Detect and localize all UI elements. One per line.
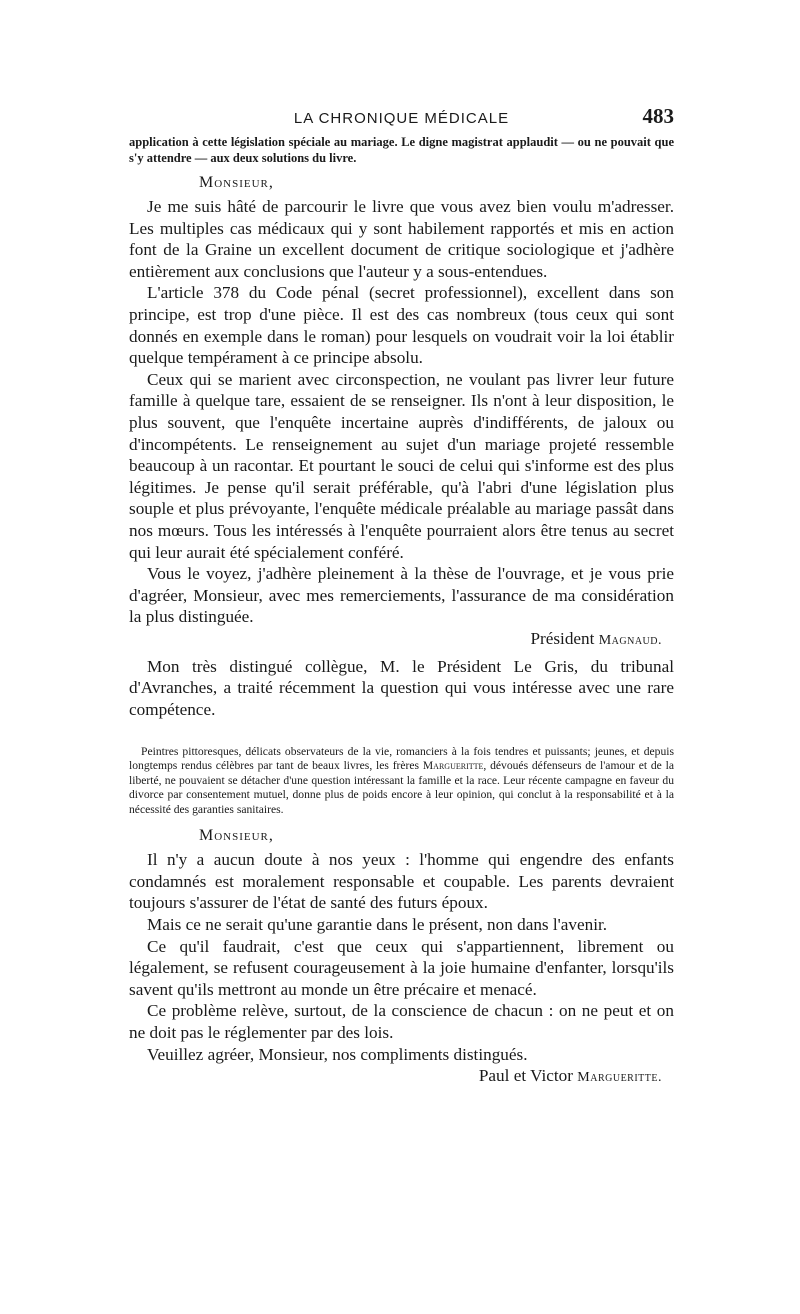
signature-prefix: Président [530,628,595,648]
letter1-body [129,196,674,628]
letter1-signature [129,628,662,652]
letter1-paragraph: L'article 378 du Code pénal (secret professionnel), excellent dans son principe, est trop d'une pièce. Il est des cas nombreux (tous ceux qui sont donnés en exemple dans le roman) pour lesquels on voudrait voir la loi établir quelque tempérament à ce principe absolu. [129,283,674,368]
letter2-paragraph: Mais ce ne serait qu'une garantie dans le présent, non dans l'avenir. [147,914,608,934]
editorial-note [129,745,674,818]
note-name: Margueritte [422,759,484,773]
letter1-paragraph: Je me suis hâté de parcourir le livre que vous avez bien voulu m'adresser. Les multiples cas médicaux qui y sont habilement rapportés et mis en action font de la Graine un excellent document de critique sociologique et j'adhère entièrement aux conclusions que l'auteur y a sous-entendues. [129,197,674,281]
note-text-1: Peintres pittoresques, délicats observateurs de la vie, romanciers à la fois tendres et puissants; jeunes, et depuis longtemps rendus célèbres par tant de beaux livres, les frères [129,744,674,773]
letter2-paragraph: Ce problème relève, surtout, de la conscience de chacun : on ne peut et on ne doit pas le réglementer par des lois. [129,1001,674,1042]
transition-paragraph: Mon très distingué collègue, M. le Président Le Gris, du tribunal d'Avranches, a traité récemment la question qui vous intéresse avec une rare compétence. [129,656,674,720]
letter2-signature [129,1065,662,1089]
letter2-body [129,849,674,1043]
note-text-2: , dévoués défenseurs de l'amour et de la liberté, ne pouvaient se détacher d'une question intéressant la famille et la race. Leur récente campagne en faveur du divorce par consentement mutuel, donne plus de poids encore à leur opinion, qui conclut à la responsabilité et à la nécessité des garanties sanitaires. [129,759,674,816]
running-title: LA CHRONIQUE MÉDICALE [293,110,510,127]
intro-text: application à cette législation spéciale au mariage. Le digne magistrat applaudit — ou ne pouvait que s'y attendre — aux deux solutions du livre. [129,135,674,165]
letter2-salutation: Monsieur, [199,827,274,845]
signature-name: Margueritte. [577,1070,662,1086]
running-header [129,104,674,134]
letter2-closing: Veuillez agréer, Monsieur, nos compliments distingués. [147,1044,528,1064]
signature-prefix: Paul et Victor [478,1066,573,1086]
page [129,104,674,1093]
page-number: 483 [642,104,674,128]
letter1-paragraph: Vous le voyez, j'adhère pleinement à la thèse de l'ouvrage, et je vous prie d'agréer, Monsieur, avec mes remerciements, l'assurance de ma considération la plus distinguée. [129,564,674,627]
letter2-paragraph: Il n'y a aucun doute à nos yeux : l'homme qui engendre des enfants condamnés est moralement responsable et coupable. Les parents devraient toujours s'assurer de l'état de santé des futurs époux. [129,850,674,913]
signature-name: Magnaud. [598,632,662,648]
transition-block [129,656,674,721]
letter1-paragraph: Ceux qui se marient avec circonspection, ne voulant pas livrer leur future famille à quelque tare, essaient de se renseigner. Ils n'ont à leur disposition, le plus souvent, que l'enquête incertaine auprès d'indifférents, de jaloux ou d'incompétents. Le renseignement au sujet d'un mariage projeté ressemble beaucoup à un racontar. Et pourtant le souci de celui qui s'informe est des plus légitimes. Je pense qu'il serait préférable, qu'à l'abri d'une législation plus souple et plus prévoyante, l'enquête médicale préalable au mariage passât dans nos mœurs. Tous les intéressés à l'enquête pourraient alors être tenus au secret qui leur aurait été spécialement conféré. [129,369,674,562]
letter2-paragraph: Ce qu'il faudrait, c'est que ceux qui s'appartiennent, librement ou légalement, se refusent courageusement à la joie humaine d'enfanter, lorsqu'ils savent qu'ils mettront au monde un être précaire et menacé. [129,936,674,999]
letter1-salutation: Monsieur, [199,174,274,191]
